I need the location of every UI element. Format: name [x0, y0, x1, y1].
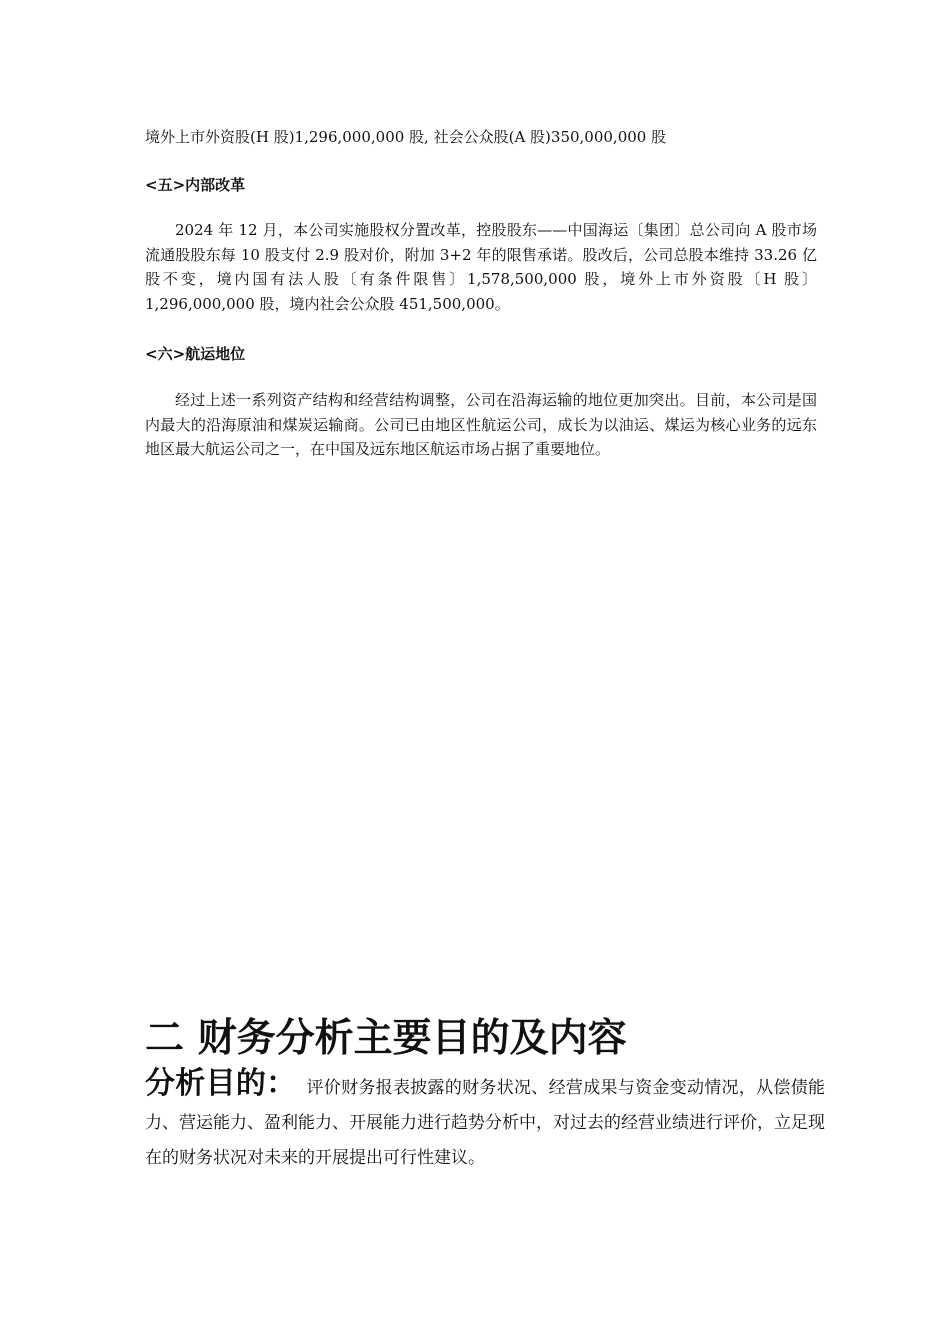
share-structure-line: 境外上市外资股(H 股)1,296,000,000 股, 社会公众股(A 股)350,000,000 股	[145, 128, 667, 146]
chapter-title: 二 财务分析主要目的及内容	[145, 1016, 627, 1061]
section-heading-internal-reform: <五>内部改革	[145, 176, 246, 194]
section-heading-shipping-status: <六>航运地位	[145, 345, 246, 363]
analysis-purpose-text: 评价财务报表披露的财务状况、经营成果与资金变动情况，从偿债能力、营运能力、盈利能力、开展能力进行趋势分析中，对过去的经营业绩进行评价，立足现在的财务状况对未来的开展提出可行性建议。	[145, 1078, 826, 1168]
shipping-status-paragraph: 经过上述一系列资产结构和经营结构调整，公司在沿海运输的地位更加突出。目前，本公司是国内最大的沿海原油和煤炭运输商。公司已由地区性航运公司，成长为以油运、煤运为核心业务的远东地区最大航运公司之一，在中国及远东地区航运市场占据了重要地位。	[145, 391, 817, 458]
internal-reform-paragraph: 2024 年 12 月，本公司实施股权分置改革，控股股东——中国海运〔集团〕总公司向 A 股市场流通股股东每 10 股支付 2.9 股对价，附加 3+2 年的限售承诺。股改后，公司总股本维持 33.26 亿股不变，境内国有法人股〔有条件限售〕1,578,500,000 股，境外上市外资股〔H 股〕1,296,000,000 股，境内社会公众股 451,500,000。	[145, 221, 817, 313]
analysis-purpose-label: 分析目的：	[145, 1066, 297, 1101]
analysis-purpose-paragraph	[145, 1066, 825, 1176]
